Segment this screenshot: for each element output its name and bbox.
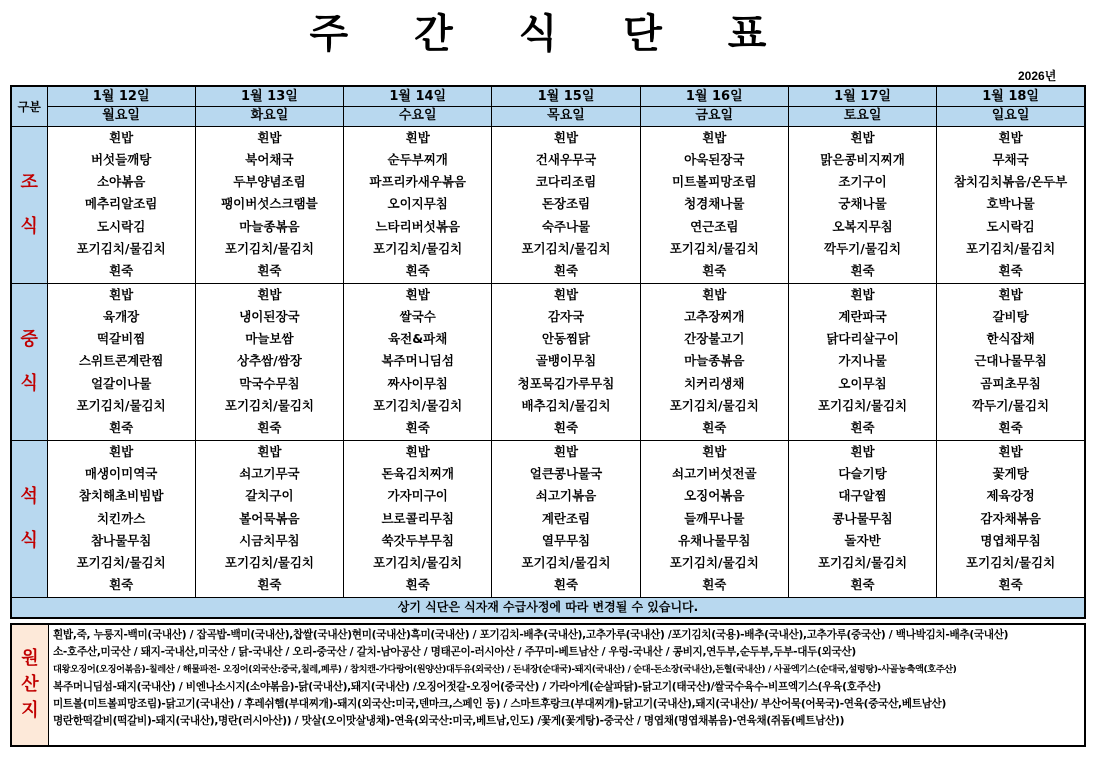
menu-item: 흰밥	[998, 286, 1023, 302]
day-header	[937, 86, 1085, 126]
menu-cell	[492, 126, 640, 283]
meal-row	[11, 440, 1085, 597]
menu-table	[10, 85, 1086, 619]
menu-cell	[195, 126, 343, 283]
menu-item: 호박나물	[986, 196, 1035, 212]
menu-item: 흰밥	[109, 286, 134, 302]
menu-item: 흰밥	[109, 129, 134, 145]
year-label: 2026년	[1018, 69, 1057, 83]
notice-row	[11, 597, 1085, 618]
menu-item: 유채나물무침	[678, 532, 751, 548]
menu-cell	[344, 283, 492, 440]
menu-item: 오복지무침	[832, 218, 893, 234]
menu-item: 흰밥	[109, 443, 134, 459]
menu-item: 북어채국	[245, 151, 294, 167]
menu-item: 도시락김	[96, 218, 146, 234]
menu-item: 흰죽	[405, 263, 430, 279]
menu-item: 흰밥	[257, 443, 282, 459]
menu-item: 막국수무침	[239, 375, 300, 391]
origin-line: 미트볼(미트볼피망조림)-닭고기(국내산) / 후레쉬햄(부대찌개)-돼지(외국산:미국,덴마크,스페인 등) / 스마트후랑크(부대찌개)-닭고기(국내산),돼지(국내산)/ 부산어묵(어묵국)-연육(중국산,베트남산)	[53, 697, 947, 710]
origin-line: 흰밥,죽, 누룽지-백미(국내산) / 잡곡밥-백미(국내산),찹쌀(국내산)현미(국내산)흑미(국내산) / 포기김치-배추(국내산),고추가루(국내산) /포기김치(국용)-배추(국내산),고추가루(중국산) / 백나박김치-배추(국내산)	[53, 629, 1009, 641]
menu-item: 포기김치/물김치	[224, 240, 314, 256]
menu-item: 흰죽	[257, 263, 282, 279]
menu-item: 무채국	[992, 151, 1029, 167]
header-label: 구분	[11, 86, 47, 126]
menu-cell	[640, 283, 788, 440]
menu-item: 참치해초비빔밥	[78, 488, 164, 504]
origin-line: 복주머니딤섬-돼지(국내산) / 비엔나소시지(소야볶음)-닭(국내산),돼지(국내산) /오징어젓갈-오징어(중국산) / 가라아게(순살파닭)-닭고기(태국산)/쌀국수육수-비프엑기스(우육(호주산)	[53, 680, 881, 693]
menu-item: 포기김치/물김치	[373, 555, 463, 571]
meal-label-char: 식	[20, 215, 38, 237]
menu-item: 흰밥	[702, 443, 727, 459]
meal-label	[11, 440, 47, 597]
menu-item: 포기김치/물김치	[669, 398, 759, 414]
menu-item: 쑥갓두부무침	[381, 532, 454, 548]
day-weekday: 목요일	[492, 106, 639, 125]
menu-cell	[492, 440, 640, 597]
menu-item: 코다리조림	[535, 174, 597, 190]
menu-item: 두부양념조림	[233, 174, 306, 190]
menu-cell	[937, 283, 1085, 440]
menu-item: 건새우무국	[535, 151, 597, 167]
origin-label	[12, 625, 49, 745]
day-date: 1월 13일	[241, 88, 298, 104]
menu-cell	[195, 440, 343, 597]
origin-line: 대왕오징어(오징어볶음)-칠레산 / 해물파전- 오징어(외국산:중국,칠레,페루) / 참치캔-가다랑어(원양산)대두유(외국산) / 돈내장(순대국)-돼지(국내산) / 순대-돈소장(국내산),돈혈(국내산) / 사골엑기스(순대국,설렁탕)-사골농축액(호주산)	[53, 664, 957, 676]
menu-item: 흰죽	[553, 577, 579, 593]
menu-item: 흰죽	[998, 263, 1023, 279]
menu-item: 흰죽	[702, 420, 727, 436]
day-weekday: 일요일	[937, 106, 1084, 125]
menu-cell	[47, 440, 195, 597]
day-header	[344, 86, 492, 126]
menu-item: 볼어묵볶음	[239, 510, 300, 526]
menu-cell	[937, 440, 1085, 597]
menu-item: 육개장	[103, 308, 140, 324]
menu-cell	[195, 283, 343, 440]
day-date: 1월 16일	[685, 88, 743, 104]
menu-item: 흰밥	[405, 286, 430, 302]
menu-cell	[344, 440, 492, 597]
menu-item: 흰죽	[702, 577, 727, 593]
menu-item: 파프리카새우볶음	[369, 174, 466, 190]
menu-item: 버섯들깨탕	[90, 151, 152, 167]
menu-cell	[937, 126, 1085, 283]
menu-item: 흰밥	[850, 443, 875, 459]
menu-item: 돈장조림	[541, 196, 591, 212]
menu-cell	[492, 283, 640, 440]
menu-item: 흰죽	[850, 263, 875, 279]
day-date: 1월 18일	[982, 88, 1039, 104]
menu-item: 참나물무침	[90, 532, 152, 548]
menu-item: 포기김치/물김치	[76, 398, 166, 414]
menu-item: 흰밥	[998, 443, 1023, 459]
menu-item: 갈비탕	[992, 308, 1029, 324]
menu-item: 배추김치/물김치	[521, 398, 611, 414]
menu-item: 청경채나물	[684, 196, 745, 212]
menu-item: 흰죽	[850, 577, 875, 593]
menu-item: 고추장찌개	[684, 308, 745, 324]
menu-item: 흰죽	[553, 263, 579, 279]
menu-item: 흰밥	[405, 129, 430, 145]
menu-cell	[788, 126, 936, 283]
menu-item: 얼갈이나물	[90, 375, 152, 391]
menu-cell	[640, 440, 788, 597]
menu-item: 흰죽	[257, 420, 282, 436]
menu-item: 숙주나물	[541, 218, 591, 234]
meal-row	[11, 126, 1085, 283]
menu-item: 흰밥	[998, 129, 1023, 145]
menu-item: 맑은콩비지찌개	[820, 151, 905, 167]
day-weekday: 월요일	[48, 106, 195, 125]
menu-item: 궁채나물	[838, 196, 887, 212]
origin-panel	[10, 623, 1086, 747]
menu-item: 흰죽	[702, 263, 727, 279]
menu-item: 시금치무침	[239, 532, 300, 548]
menu-item: 포기김치/물김치	[76, 240, 166, 256]
origin-label-char: 지	[21, 700, 39, 721]
menu-item: 팽이버섯스크램블	[221, 196, 318, 212]
menu-item: 흰밥	[257, 286, 282, 302]
menu-item: 명엽채무침	[980, 532, 1041, 548]
menu-item: 마늘보쌈	[245, 331, 294, 347]
menu-item: 포기김치/물김치	[818, 398, 908, 414]
menu-item: 대구알찜	[838, 488, 887, 504]
menu-item: 흰죽	[850, 420, 875, 436]
menu-item: 상추쌈/쌈장	[236, 353, 302, 369]
menu-item: 포기김치/물김치	[521, 555, 611, 571]
menu-item: 청포묵김가루무침	[517, 375, 615, 391]
day-date: 1월 14일	[389, 88, 447, 104]
menu-item: 포기김치/물김치	[373, 398, 463, 414]
meal-label	[11, 126, 47, 283]
menu-item: 흰밥	[850, 129, 875, 145]
notice-text: 상기 식단은 식자재 수급사정에 따라 변경될 수 있습니다.	[11, 597, 1085, 618]
menu-item: 브로콜리무침	[381, 510, 454, 526]
menu-item: 짜사이무침	[387, 375, 448, 391]
menu-item: 포기김치/물김치	[966, 240, 1056, 256]
day-weekday: 화요일	[196, 106, 343, 125]
menu-cell	[640, 126, 788, 283]
menu-item: 흰밥	[405, 443, 430, 459]
menu-item: 흰밥	[702, 129, 727, 145]
menu-item: 조기구이	[838, 174, 887, 190]
menu-item: 흰죽	[109, 420, 134, 436]
menu-item: 골뱅이무침	[535, 353, 597, 369]
menu-item: 치커리생채	[684, 375, 745, 391]
menu-item: 흰죽	[405, 577, 430, 593]
menu-item: 포기김치/물김치	[669, 240, 759, 256]
day-date: 1월 15일	[537, 88, 595, 104]
menu-item: 마늘종볶음	[684, 353, 745, 369]
day-date: 1월 17일	[834, 88, 891, 104]
menu-item: 곰피초무침	[980, 375, 1041, 391]
meal-label	[11, 283, 47, 440]
menu-item: 치킨까스	[96, 510, 146, 526]
menu-item: 오이무침	[838, 375, 887, 391]
menu-item: 꽃게탕	[992, 465, 1029, 481]
menu-item: 쇠고기볶음	[535, 488, 597, 504]
meal-label-char: 식	[20, 529, 38, 551]
meal-label-char: 식	[20, 372, 38, 394]
menu-item: 포기김치/물김치	[224, 398, 314, 414]
menu-item: 흰밥	[702, 286, 727, 302]
menu-item: 미트볼피망조림	[672, 174, 757, 190]
menu-item: 쌀국수	[399, 308, 436, 324]
menu-item: 쇠고기무국	[239, 465, 300, 481]
menu-item: 쇠고기버섯전골	[672, 465, 757, 481]
menu-item: 포기김치/물김치	[966, 555, 1056, 571]
menu-item: 감자국	[547, 308, 585, 324]
origin-list	[49, 625, 1084, 745]
menu-item: 연근조림	[690, 218, 739, 234]
menu-item: 포기김치/물김치	[818, 555, 908, 571]
menu-item: 흰밥	[553, 443, 579, 459]
menu-item: 포기김치/물김치	[76, 555, 166, 571]
menu-item: 포기김치/물김치	[224, 555, 314, 571]
menu-item: 깍두기/물김치	[972, 398, 1050, 414]
menu-item: 열무무침	[541, 532, 591, 548]
menu-item: 가자미구이	[387, 488, 448, 504]
day-weekday: 수요일	[344, 106, 491, 125]
menu-item: 흰밥	[257, 129, 282, 145]
menu-item: 닭다리살구이	[826, 331, 899, 347]
menu-item: 한식잡채	[986, 331, 1035, 347]
menu-item: 제육강정	[986, 488, 1035, 504]
menu-cell	[344, 126, 492, 283]
meal-label-char: 조	[20, 171, 38, 193]
menu-item: 흰죽	[998, 577, 1023, 593]
menu-cell	[788, 283, 936, 440]
day-header	[492, 86, 640, 126]
origin-label-char: 원	[21, 648, 39, 669]
menu-item: 육전&파채	[388, 331, 448, 347]
menu-item: 흰죽	[109, 263, 134, 279]
meal-label-char: 석	[20, 485, 38, 507]
meal-row	[11, 283, 1085, 440]
menu-item: 근대나물무침	[974, 353, 1047, 369]
day-header	[640, 86, 788, 126]
menu-item: 메추리알조림	[84, 196, 158, 212]
menu-item: 감자채볶음	[980, 510, 1041, 526]
menu-item: 포기김치/물김치	[521, 240, 611, 256]
menu-item: 마늘종볶음	[239, 218, 300, 234]
menu-item: 얼큰콩나물국	[529, 465, 603, 481]
menu-item: 포기김치/물김치	[373, 240, 463, 256]
menu-item: 떡갈비찜	[96, 331, 146, 347]
day-date: 1월 12일	[92, 88, 150, 104]
menu-item: 흰죽	[257, 577, 282, 593]
menu-item: 가지나물	[838, 353, 887, 369]
origin-label-char: 산	[21, 674, 39, 695]
menu-item: 스위트콘계란찜	[78, 353, 164, 369]
menu-cell	[47, 126, 195, 283]
menu-item: 흰죽	[109, 577, 134, 593]
origin-line: 명란한떡갈비(떡갈비)-돼지(국내산),명란(러시아산)) / 맛살(오이맛살냉채)-연육(외국산:미국,베트남,인도) /꽃게(꽃게탕)-중국산 / 명엽채(명엽채볶음)-연육채(쥐돔(베트남산))	[53, 715, 845, 728]
menu-item: 흰죽	[553, 420, 579, 436]
menu-item: 흰밥	[553, 129, 579, 145]
menu-item: 포기김치/물김치	[669, 555, 759, 571]
menu-item: 냉이된장국	[239, 308, 300, 324]
menu-item: 돈육김치찌개	[381, 465, 454, 481]
menu-item: 매생이미역국	[84, 465, 158, 481]
menu-item: 참치김치볶음/온두부	[953, 174, 1068, 190]
menu-item: 복주머니딤섬	[381, 353, 454, 369]
page-title: 주 간 식 단 표	[309, 11, 793, 57]
menu-item: 소야볶음	[96, 174, 146, 190]
day-weekday: 금요일	[641, 106, 788, 125]
menu-item: 안동찜닭	[541, 331, 591, 347]
menu-item: 돌자반	[844, 532, 881, 548]
menu-item: 계란파국	[838, 308, 887, 324]
menu-item: 콩나물무침	[832, 510, 893, 526]
menu-item: 계란조림	[541, 510, 591, 526]
menu-item: 간장불고기	[684, 331, 745, 347]
menu-item: 오징어볶음	[684, 488, 745, 504]
menu-cell	[47, 283, 195, 440]
origin-line: 소-호주산,미국산 / 돼지-국내산,미국산 / 닭-국내산 / 오리-중국산 / 갈치-남아공산 / 명태곤이-러시아산 / 주꾸미-베트남산 / 우렁-국내산 / 콩비지,연두부,순두부,두부-대두(외국산)	[53, 646, 856, 659]
day-weekday: 토요일	[789, 106, 936, 125]
menu-item: 갈치구이	[245, 488, 294, 504]
menu-cell	[788, 440, 936, 597]
day-header	[195, 86, 343, 126]
menu-item: 도시락김	[986, 218, 1035, 234]
menu-item: 느타리버섯볶음	[375, 218, 460, 234]
menu-item: 들깨무나물	[684, 510, 745, 526]
menu-item: 다슬기탕	[838, 465, 887, 481]
menu-item: 흰밥	[553, 286, 579, 302]
meal-label-char: 중	[20, 328, 38, 350]
menu-item: 오이지무침	[387, 196, 448, 212]
menu-item: 흰죽	[405, 420, 430, 436]
day-header	[47, 86, 195, 126]
menu-item: 흰죽	[998, 420, 1023, 436]
header-row	[11, 86, 1085, 126]
menu-item: 깍두기/물김치	[824, 240, 902, 256]
menu-item: 순두부찌개	[387, 151, 448, 167]
menu-item: 아욱된장국	[684, 151, 745, 167]
menu-item: 흰밥	[850, 286, 875, 302]
day-header	[788, 86, 936, 126]
